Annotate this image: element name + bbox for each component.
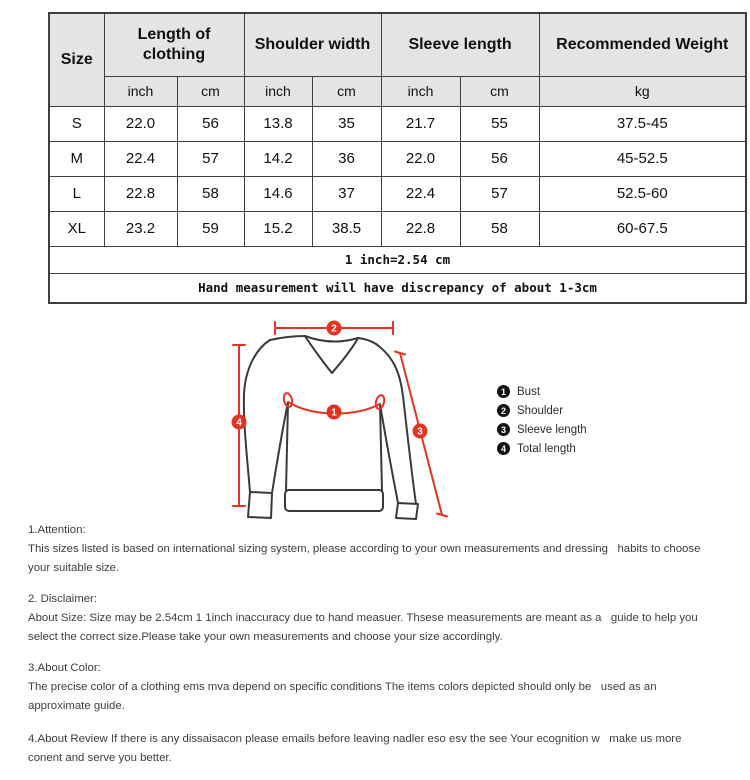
table-cell: 15.2: [244, 211, 312, 246]
table-cell: 60-67.5: [539, 211, 746, 246]
table-cell: 58: [177, 176, 244, 211]
hand-measurement-note: Hand measurement will have discrepancy of about 1-3cm: [49, 273, 746, 303]
legend-label: Total length: [517, 442, 576, 455]
table-cell: 22.8: [104, 176, 177, 211]
table-cell: 52.5-60: [539, 176, 746, 211]
section-text-line: conent and serve you better.: [28, 752, 172, 764]
table-cell: 56: [460, 141, 539, 176]
table-row-l: [49, 176, 746, 211]
section-heading: 1.Attention:: [28, 524, 86, 536]
size-label: L: [49, 176, 104, 211]
table-cell: 57: [460, 176, 539, 211]
table-cell: 22.0: [104, 106, 177, 141]
unit-header-cm: cm: [177, 76, 244, 106]
size-chart-table-wrap: [48, 12, 747, 304]
measurement-annotations: [233, 322, 447, 517]
unit-header-kg: kg: [539, 76, 746, 106]
size-label: XL: [49, 211, 104, 246]
table-cell: 35: [312, 106, 381, 141]
table-cell: 22.0: [381, 141, 460, 176]
table-cell: 14.6: [244, 176, 312, 211]
section-text-line: your suitable size.: [28, 562, 120, 574]
legend-item-sleeve-length: [497, 420, 587, 439]
inch-conversion-note: 1 inch=2.54 cm: [49, 246, 746, 273]
table-cell: 36: [312, 141, 381, 176]
marker-sleeve: 3: [417, 426, 423, 438]
section-text-line: approximate guide.: [28, 700, 125, 712]
section-text-line: This sizes listed is based on international sizing system, please according to your own measurements and dressing habits to choose: [28, 543, 701, 555]
table-cell: 22.4: [104, 141, 177, 176]
section-disclaimer: [28, 590, 744, 647]
section-text-line: The precise color of a clothing ems mva depend on specific conditions The items colors depicted should only be used as an: [28, 681, 657, 693]
table-cell: 56: [177, 106, 244, 141]
column-header-length: Length of clothing: [104, 13, 244, 76]
table-cell: 13.8: [244, 106, 312, 141]
table-cell: 37: [312, 176, 381, 211]
legend-bullet-1: 1: [497, 385, 510, 398]
section-attention: [28, 521, 744, 578]
table-cell: 57: [177, 141, 244, 176]
table-cell: 23.2: [104, 211, 177, 246]
column-header-shoulder: Shoulder width: [244, 13, 381, 76]
table-cell: 59: [177, 211, 244, 246]
section-text-line: About Size: Size may be 2.54cm 1 1inch inaccuracy due to hand measuer. Thsese measurements are meant as a guide to help you: [28, 612, 698, 624]
legend-label: Sleeve length: [517, 423, 587, 436]
table-cell: 58: [460, 211, 539, 246]
info-sections: [28, 521, 744, 780]
unit-header-inch: inch: [244, 76, 312, 106]
table-cell: 22.8: [381, 211, 460, 246]
legend-bullet-2: 2: [497, 404, 510, 417]
legend-bullet-4: 4: [497, 442, 510, 455]
legend-label: Shoulder: [517, 404, 564, 417]
legend-label: Bust: [517, 385, 541, 398]
measurement-markers: [232, 321, 428, 439]
section-heading: 2. Disclaimer:: [28, 593, 97, 605]
section-text-line: 4.About Review If there is any dissaisacon please emails before leaving nadler eso esv the see Your ecognition w make us more: [28, 733, 682, 745]
table-note-row: [49, 273, 746, 303]
marker-bust: 1: [331, 407, 337, 419]
marker-shoulder: 2: [331, 323, 337, 335]
section-text-line: select the correct size.Please take your own measurements and choose your size accordingly.: [28, 631, 503, 643]
section-about-review: [28, 730, 744, 768]
section-about-color: [28, 659, 744, 716]
table-row-s: [49, 106, 746, 141]
legend-item-bust: [497, 382, 587, 401]
table-cell: 38.5: [312, 211, 381, 246]
table-cell: 22.4: [381, 176, 460, 211]
column-header-sleeve: Sleeve length: [381, 13, 539, 76]
legend-item-total-length: [497, 439, 587, 458]
section-heading: 3.About Color:: [28, 662, 101, 674]
column-header-weight: Recommended Weight: [539, 13, 746, 76]
legend-item-shoulder: [497, 401, 587, 420]
size-chart-table: [48, 12, 747, 304]
table-cell: 45-52.5: [539, 141, 746, 176]
table-row-xl: [49, 211, 746, 246]
marker-total: 4: [236, 417, 242, 429]
unit-header-inch: inch: [104, 76, 177, 106]
unit-header-cm: cm: [460, 76, 539, 106]
table-row-m: [49, 141, 746, 176]
sweater-measurement-diagram: [228, 316, 488, 528]
size-label: M: [49, 141, 104, 176]
unit-header-cm: cm: [312, 76, 381, 106]
sweater-outline: [244, 336, 418, 519]
column-header-size: Size: [49, 13, 104, 106]
unit-header-inch: inch: [381, 76, 460, 106]
table-cell: 55: [460, 106, 539, 141]
table-note-row: [49, 246, 746, 273]
size-label: S: [49, 106, 104, 141]
table-cell: 21.7: [381, 106, 460, 141]
measurement-legend: [497, 382, 587, 458]
table-cell: 37.5-45: [539, 106, 746, 141]
table-cell: 14.2: [244, 141, 312, 176]
legend-bullet-3: 3: [497, 423, 510, 436]
